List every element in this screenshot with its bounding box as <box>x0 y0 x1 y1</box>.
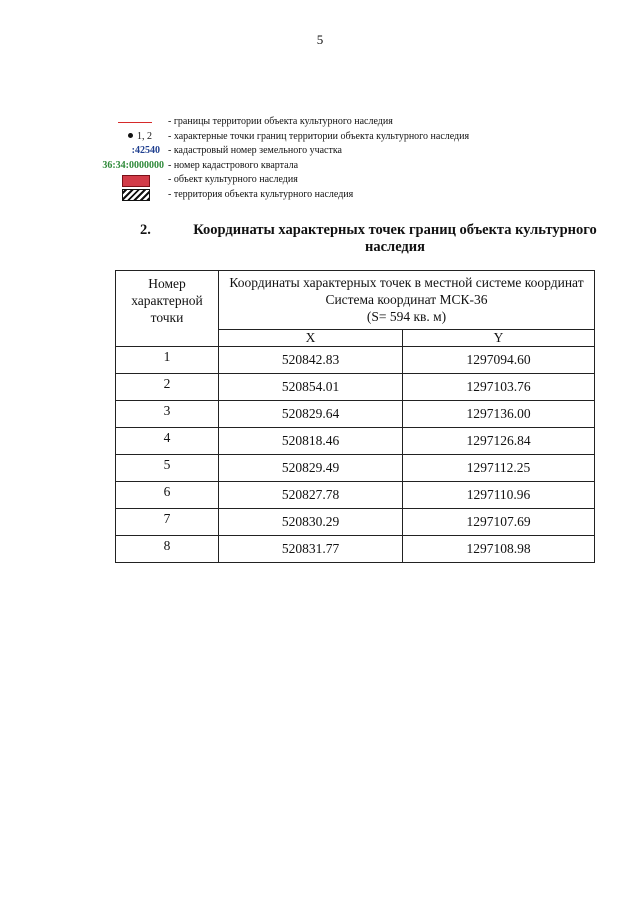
legend-text: - объект культурного наследия <box>168 174 298 186</box>
boundary-line-symbol <box>118 122 152 123</box>
quarter-number-symbol: 36:34:0000000 <box>102 159 164 171</box>
legend-row-plot <box>100 144 469 159</box>
table-row <box>116 536 595 563</box>
y-coordinate-cell: 1297126.84 <box>403 428 595 455</box>
header-x: X <box>219 330 403 347</box>
table-row <box>116 509 595 536</box>
y-coordinate-cell: 1297112.25 <box>403 455 595 482</box>
table-row <box>116 347 595 374</box>
header-point-number: Номер характерной точки <box>116 271 219 347</box>
points-symbol: 1, 2 <box>128 130 152 145</box>
x-coordinate-cell: 520831.77 <box>219 536 403 563</box>
y-coordinate-cell: 1297110.96 <box>403 482 595 509</box>
x-coordinate-cell: 520829.49 <box>219 455 403 482</box>
y-coordinate-cell: 1297103.76 <box>403 374 595 401</box>
legend-row-boundary <box>100 115 469 130</box>
section-number: 2. <box>140 222 151 238</box>
legend-text: - границы территории объекта культурного наследия <box>168 116 393 127</box>
point-number-cell: 6 <box>116 482 219 509</box>
legend-row-territory <box>100 188 469 203</box>
territory-hatch-symbol <box>122 189 150 201</box>
table-row <box>116 428 595 455</box>
point-number-cell: 3 <box>116 401 219 428</box>
point-number-cell: 4 <box>116 428 219 455</box>
legend-row-points <box>100 130 469 145</box>
point-dot-icon <box>128 133 133 138</box>
legend-text: - кадастровый номер земельного участка <box>168 145 342 157</box>
y-coordinate-cell: 1297107.69 <box>403 509 595 536</box>
table-row <box>116 455 595 482</box>
point-number-cell: 5 <box>116 455 219 482</box>
x-coordinate-cell: 520818.46 <box>219 428 403 455</box>
x-coordinate-cell: 520842.83 <box>219 347 403 374</box>
header-y: Y <box>403 330 595 347</box>
x-coordinate-cell: 520854.01 <box>219 374 403 401</box>
point-number-cell: 1 <box>116 347 219 374</box>
x-coordinate-cell: 520830.29 <box>219 509 403 536</box>
coordinates-table <box>115 270 595 563</box>
point-number-cell: 8 <box>116 536 219 563</box>
x-coordinate-cell: 520829.64 <box>219 401 403 428</box>
section-title-text: Координаты характерных точек границ объекта культурного наследия <box>193 222 597 255</box>
legend-text: - характерные точки границ территории объекта культурного наследия <box>168 130 470 142</box>
legend <box>100 115 469 203</box>
legend-text: - номер кадастрового квартала <box>168 159 299 171</box>
page-number: 5 <box>316 32 324 47</box>
legend-row-heritage <box>100 173 469 188</box>
legend-row-quarter <box>100 159 469 174</box>
point-number-cell: 2 <box>116 374 219 401</box>
legend-text: - территория объекта культурного наследия <box>168 188 354 200</box>
table-row <box>116 374 595 401</box>
table-row <box>116 401 595 428</box>
plot-number-symbol: :42540 <box>131 145 160 157</box>
x-coordinate-cell: 520827.78 <box>219 482 403 509</box>
y-coordinate-cell: 1297136.00 <box>403 401 595 428</box>
heritage-fill-symbol <box>122 175 150 187</box>
header-coordinates: Координаты характерных точек в местной системе координат Система координат МСК-36 (S= 594 кв. м) <box>219 271 595 330</box>
y-coordinate-cell: 1297094.60 <box>403 347 595 374</box>
point-number-cell: 7 <box>116 509 219 536</box>
table-row <box>116 482 595 509</box>
y-coordinate-cell: 1297108.98 <box>403 536 595 563</box>
